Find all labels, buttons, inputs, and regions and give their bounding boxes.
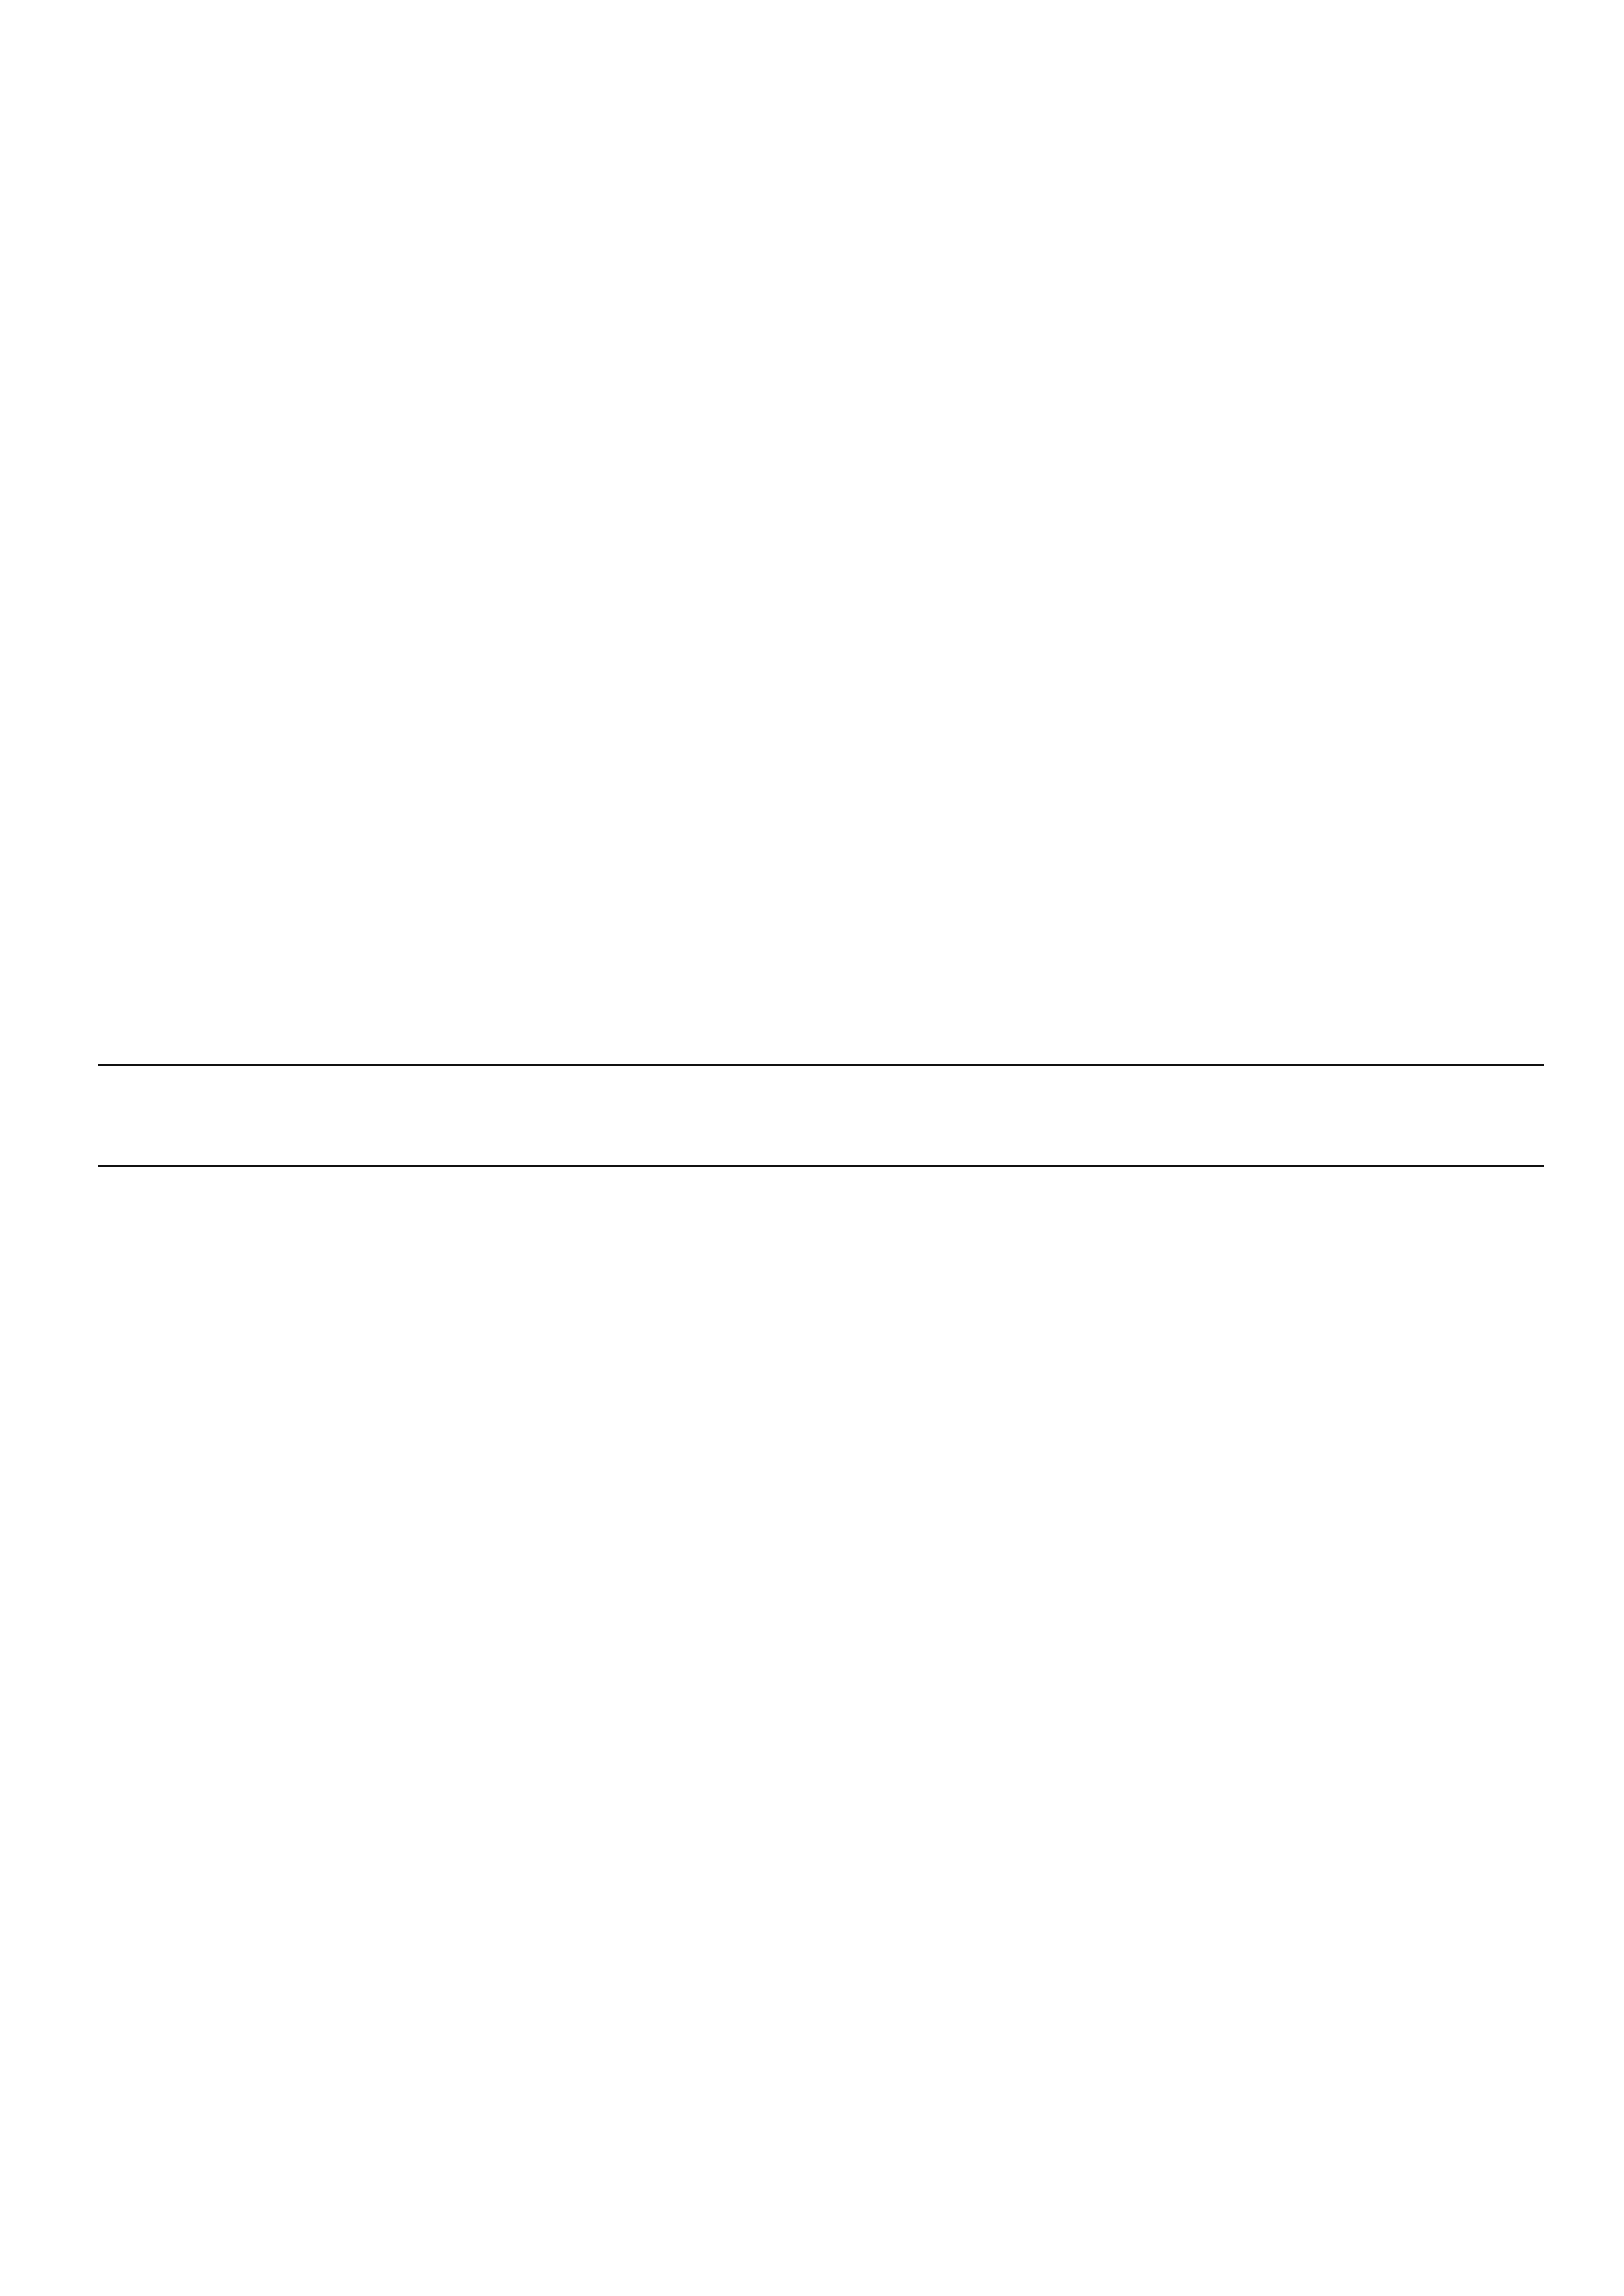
- competition-header: [98, 900, 516, 1343]
- header-top-rule: [98, 1064, 1544, 1066]
- column-headers: [98, 1073, 132, 1244]
- competition-number: [98, 968, 516, 1002]
- competition-location: [98, 1071, 516, 1105]
- start-time: [98, 1275, 516, 1309]
- header-bottom-rule: [98, 1165, 1544, 1167]
- birds-count: [98, 1173, 516, 1207]
